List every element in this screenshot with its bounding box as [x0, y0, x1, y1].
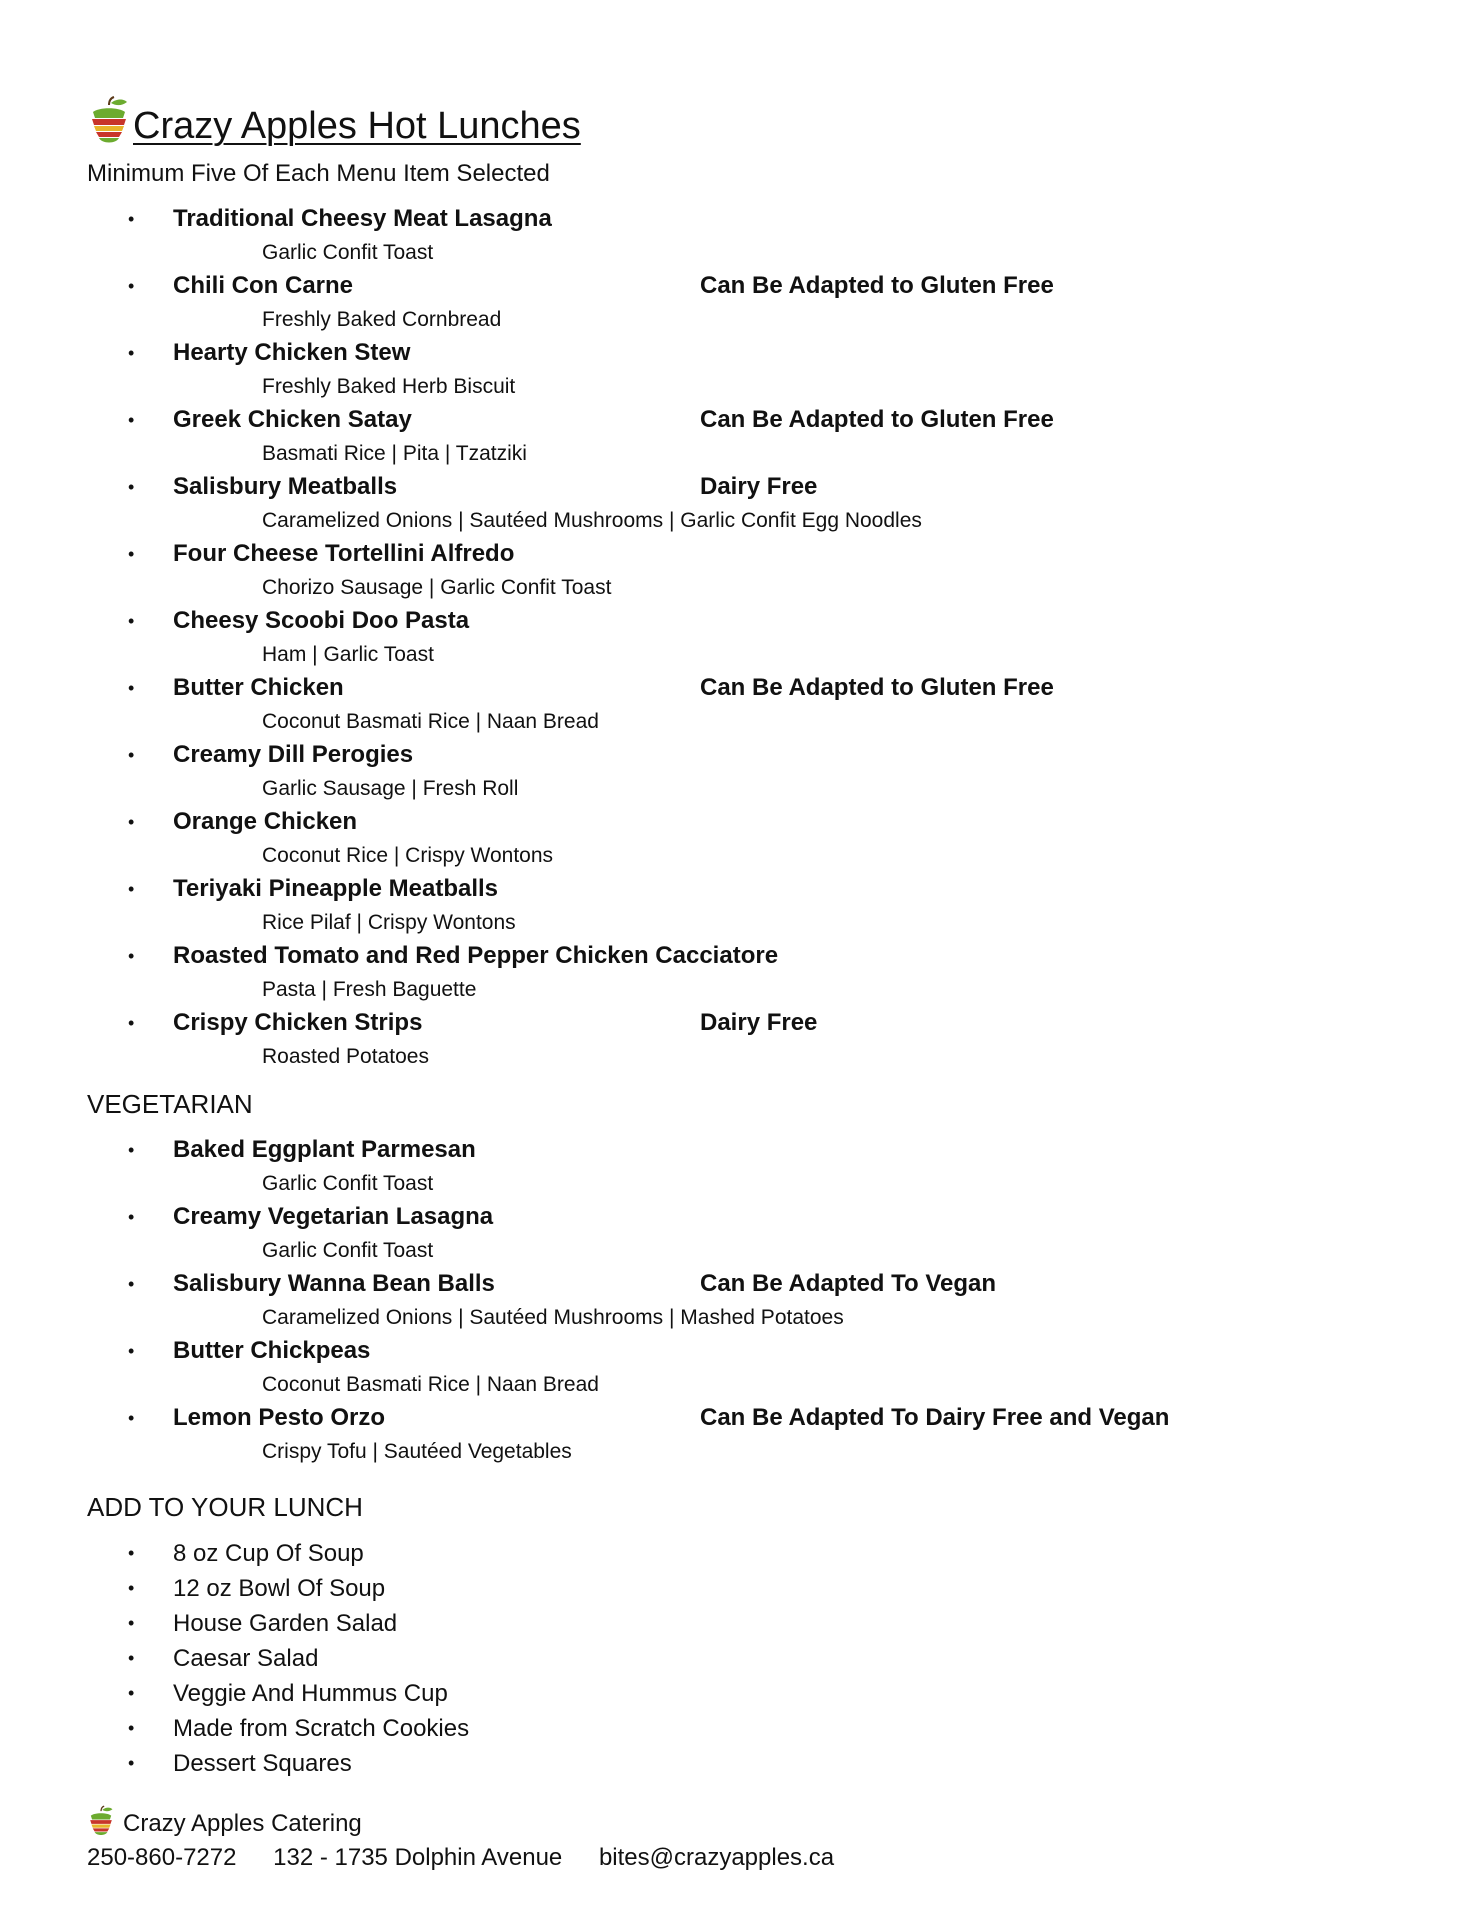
addon-item	[87, 1641, 1397, 1676]
company-name: Crazy Apples Catering	[123, 1810, 362, 1837]
menu-item-name: Baked Eggplant Parmesan	[173, 1136, 476, 1163]
menu-item-sides: Caramelized Onions | Sautéed Mushrooms | Garlic Confit Egg Noodles	[262, 509, 922, 532]
menu-item-line	[173, 805, 1397, 839]
menu-item-sides: Coconut Basmati Rice | Naan Bread	[262, 710, 599, 733]
menu-item	[87, 939, 1397, 1006]
menu-item	[87, 1401, 1397, 1468]
menu-item-name: Roasted Tomato and Red Pepper Chicken Cacciatore	[173, 942, 779, 969]
addon-item-label: Caesar Salad	[173, 1645, 319, 1672]
bullet-icon: •	[128, 1683, 135, 1703]
bullet-icon: •	[128, 477, 135, 497]
menu-item	[87, 738, 1397, 805]
page-subtitle: Minimum Five Of Each Menu Item Selected	[87, 160, 550, 187]
bullet-icon: •	[128, 410, 135, 430]
menu-item-sides: Garlic Confit Toast	[262, 241, 434, 264]
menu-item-line	[173, 470, 1397, 504]
addon-item	[87, 1676, 1397, 1711]
menu-item-line	[173, 269, 1397, 303]
addon-item	[87, 1571, 1397, 1606]
bullet-icon: •	[128, 946, 135, 966]
menu-item-name: Crispy Chicken Strips	[173, 1009, 423, 1036]
menu-item-sides: Roasted Potatoes	[262, 1045, 429, 1068]
title-row	[87, 88, 1397, 148]
menu-item-sides: Garlic Confit Toast	[262, 1239, 434, 1262]
menu-item	[87, 470, 1397, 537]
bullet-icon: •	[128, 678, 135, 698]
menu-item-name: Teriyaki Pineapple Meatballs	[173, 875, 499, 902]
contact-row	[87, 1841, 1397, 1875]
menu-item-sides: Freshly Baked Herb Biscuit	[262, 375, 516, 398]
menu-item-name: Lemon Pesto Orzo	[173, 1404, 386, 1431]
addon-item	[87, 1746, 1397, 1781]
menu-item-sides: Coconut Basmati Rice | Naan Bread	[262, 1373, 599, 1396]
phone-number: 250-860-7272	[87, 1844, 237, 1871]
bullet-icon: •	[128, 1013, 135, 1033]
menu-list	[87, 202, 1397, 1073]
bullet-icon: •	[128, 812, 135, 832]
menu-item-dietary-note: Can Be Adapted To Vegan	[700, 1270, 997, 1297]
menu-item	[87, 1006, 1397, 1073]
menu-item	[87, 872, 1397, 939]
menu-item-sides: Garlic Sausage | Fresh Roll	[262, 777, 519, 800]
addon-item-label: Veggie And Hummus Cup	[173, 1680, 448, 1707]
menu-item-sides: Ham | Garlic Toast	[262, 643, 434, 666]
bullet-icon: •	[128, 343, 135, 363]
footer	[87, 1803, 1397, 1875]
menu-item-dietary-note: Can Be Adapted to Gluten Free	[700, 406, 1054, 433]
menu-item-name: Butter Chickpeas	[173, 1337, 371, 1364]
email-address: bites@crazyapples.ca	[598, 1844, 835, 1871]
addon-item	[87, 1606, 1397, 1641]
menu-item-line	[173, 1401, 1397, 1435]
addon-item-label: 8 oz Cup Of Soup	[173, 1540, 364, 1567]
menu-item-name: Chili Con Carne	[173, 272, 354, 299]
menu-item-name: Traditional Cheesy Meat Lasagna	[173, 205, 552, 232]
bullet-icon: •	[128, 1543, 135, 1563]
menu-item-line	[173, 537, 1397, 571]
apple-logo-icon	[87, 96, 131, 148]
menu-item-sides: Pasta | Fresh Baguette	[262, 978, 477, 1001]
menu-item-line	[173, 671, 1397, 705]
menu-item-name: Four Cheese Tortellini Alfredo	[173, 540, 515, 567]
bullet-icon: •	[128, 276, 135, 296]
menu-item	[87, 202, 1397, 269]
menu-item	[87, 1133, 1397, 1200]
menu-item-line	[173, 336, 1397, 370]
menu-item-line	[173, 1267, 1397, 1301]
bullet-icon: •	[128, 1753, 135, 1773]
page-title: Crazy Apples Hot Lunches	[133, 105, 581, 147]
menu-item	[87, 1200, 1397, 1267]
bullet-icon: •	[128, 879, 135, 899]
footer-apple-logo-icon	[87, 1805, 115, 1839]
bullet-icon: •	[128, 1613, 135, 1633]
bullet-icon: •	[128, 611, 135, 631]
menu-item-name: Greek Chicken Satay	[173, 406, 412, 433]
addon-item-label: Made from Scratch Cookies	[173, 1715, 470, 1742]
menu-item-dietary-note: Dairy Free	[700, 1009, 818, 1036]
addon-item	[87, 1536, 1397, 1571]
menu-item-sides: Coconut Rice | Crispy Wontons	[262, 844, 554, 867]
bullet-icon: •	[128, 1341, 135, 1361]
menu-item-line	[173, 939, 1397, 973]
menu-item	[87, 1334, 1397, 1401]
bullet-icon: •	[128, 1207, 135, 1227]
menu-item	[87, 1267, 1397, 1334]
menu-item-line	[173, 1006, 1397, 1040]
menu-item-name: Creamy Dill Perogies	[173, 741, 414, 768]
menu-item-name: Salisbury Meatballs	[173, 473, 398, 500]
menu-item	[87, 269, 1397, 336]
menu-item-line	[173, 202, 1397, 236]
menu-item-sides: Basmati Rice | Pita | Tzatziki	[262, 442, 527, 465]
addons-list	[87, 1536, 1397, 1781]
menu-item-dietary-note: Can Be Adapted to Gluten Free	[700, 674, 1054, 701]
menu-item-sides: Freshly Baked Cornbread	[262, 308, 502, 331]
menu-item-dietary-note: Dairy Free	[700, 473, 818, 500]
addons-heading: ADD TO YOUR LUNCH	[87, 1492, 363, 1522]
menu-item	[87, 403, 1397, 470]
menu-item-line	[173, 1334, 1397, 1368]
menu-item-dietary-note: Can Be Adapted To Dairy Free and Vegan	[700, 1404, 1170, 1431]
menu-item	[87, 671, 1397, 738]
addon-item	[87, 1711, 1397, 1746]
menu-item-sides: Garlic Confit Toast	[262, 1172, 434, 1195]
menu-item-sides: Crispy Tofu | Sautéed Vegetables	[262, 1440, 572, 1463]
bullet-icon: •	[128, 544, 135, 564]
menu-item-sides: Caramelized Onions | Sautéed Mushrooms | Mashed Potatoes	[262, 1306, 844, 1329]
menu-item-name: Orange Chicken	[173, 808, 358, 835]
bullet-icon: •	[128, 1274, 135, 1294]
menu-item-sides: Rice Pilaf | Crispy Wontons	[262, 911, 516, 934]
bullet-icon: •	[128, 1718, 135, 1738]
vegetarian-heading: VEGETARIAN	[87, 1089, 253, 1119]
menu-item-name: Cheesy Scoobi Doo Pasta	[173, 607, 470, 634]
bullet-icon: •	[128, 209, 135, 229]
menu-item-line	[173, 1200, 1397, 1234]
menu-item	[87, 604, 1397, 671]
menu-item-name: Butter Chicken	[173, 674, 344, 701]
addon-item-label: 12 oz Bowl Of Soup	[173, 1575, 386, 1602]
menu-item-line	[173, 1133, 1397, 1167]
menu-item	[87, 336, 1397, 403]
menu-item-sides: Chorizo Sausage | Garlic Confit Toast	[262, 576, 612, 599]
menu-item-name: Salisbury Wanna Bean Balls	[173, 1270, 495, 1297]
addon-item-label: House Garden Salad	[173, 1610, 398, 1637]
vegetarian-list	[87, 1133, 1397, 1468]
menu-item-name: Hearty Chicken Stew	[173, 339, 411, 366]
bullet-icon: •	[128, 1578, 135, 1598]
bullet-icon: •	[128, 1408, 135, 1428]
address: 132 - 1735 Dolphin Avenue	[273, 1844, 563, 1871]
footer-brand-row	[87, 1803, 1397, 1839]
bullet-icon: •	[128, 1648, 135, 1668]
bullet-icon: •	[128, 1140, 135, 1160]
menu-item-line	[173, 403, 1397, 437]
menu-item	[87, 537, 1397, 604]
menu-item-dietary-note: Can Be Adapted to Gluten Free	[700, 272, 1054, 299]
menu-item-line	[173, 872, 1397, 906]
menu-item-line	[173, 604, 1397, 638]
menu-item-line	[173, 738, 1397, 772]
menu-item	[87, 805, 1397, 872]
bullet-icon: •	[128, 745, 135, 765]
menu-page	[87, 88, 1397, 1875]
addon-item-label: Dessert Squares	[173, 1750, 352, 1777]
menu-item-name: Creamy Vegetarian Lasagna	[173, 1203, 494, 1230]
